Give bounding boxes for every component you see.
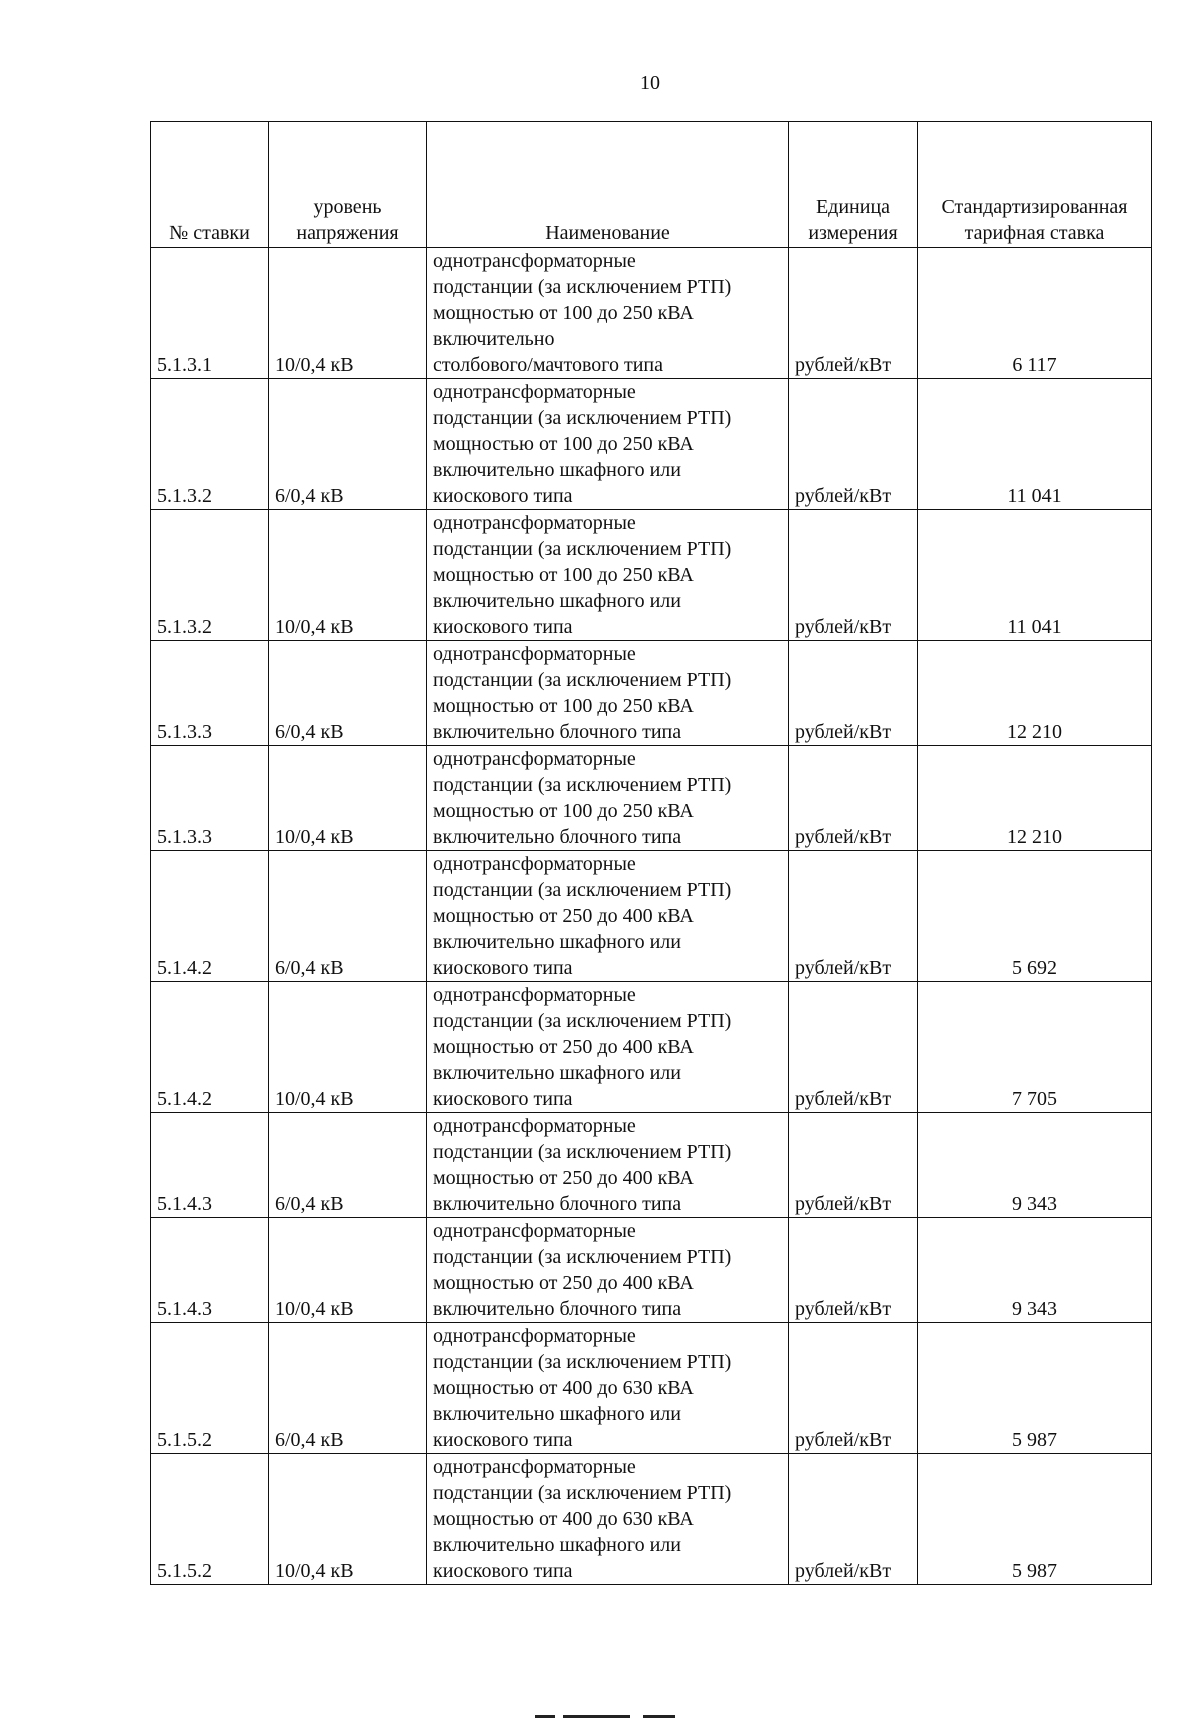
name-cell	[427, 510, 789, 641]
name-line: подстанции (за исключением РТП)	[433, 774, 732, 796]
name-line: включительно блочного типа	[433, 1193, 682, 1215]
standard-rate-cell: 5 692	[918, 851, 1152, 982]
header-row	[151, 122, 1152, 248]
unit-cell: рублей/кВт	[789, 248, 918, 379]
table-row	[151, 982, 1152, 1113]
voltage-level-cell: 6/0,4 кВ	[269, 1323, 427, 1454]
header-voltage-level	[269, 122, 427, 248]
name-cell	[427, 1113, 789, 1218]
table-row	[151, 1113, 1152, 1218]
name-line: мощностью от 100 до 250 кВА	[433, 302, 694, 324]
table-row	[151, 851, 1152, 982]
table-row	[151, 248, 1152, 379]
rate-number-cell: 5.1.3.2	[151, 510, 269, 641]
name-line: включительно блочного типа	[433, 1298, 682, 1320]
name-line: киоскового типа	[433, 1429, 573, 1451]
voltage-level-cell: 6/0,4 кВ	[269, 641, 427, 746]
unit-cell: рублей/кВт	[789, 510, 918, 641]
voltage-level-cell: 10/0,4 кВ	[269, 1454, 427, 1585]
name-line: включительно шкафного или	[433, 1062, 681, 1084]
name-line: киоскового типа	[433, 616, 573, 638]
table-row	[151, 746, 1152, 851]
name-line: киоскового типа	[433, 485, 573, 507]
voltage-level-cell: 10/0,4 кВ	[269, 248, 427, 379]
voltage-level-cell: 10/0,4 кВ	[269, 510, 427, 641]
rate-number-cell: 5.1.4.2	[151, 982, 269, 1113]
table-row	[151, 379, 1152, 510]
name-line: включительно шкафного или	[433, 590, 681, 612]
name-cell	[427, 851, 789, 982]
name-line: подстанции (за исключением РТП)	[433, 1010, 732, 1032]
name-cell	[427, 1218, 789, 1323]
name-line: подстанции (за исключением РТП)	[433, 276, 732, 298]
name-cell	[427, 1454, 789, 1585]
name-line: подстанции (за исключением РТП)	[433, 1141, 732, 1163]
rate-number-cell: 5.1.5.2	[151, 1323, 269, 1454]
name-line: включительно блочного типа	[433, 721, 682, 743]
name-line: однотрансформаторные	[433, 1220, 636, 1242]
header-name	[427, 122, 789, 248]
name-line: включительно шкафного или	[433, 931, 681, 953]
table-row	[151, 510, 1152, 641]
name-line: однотрансформаторные	[433, 984, 636, 1006]
table-row	[151, 1218, 1152, 1323]
name-line: однотрансформаторные	[433, 1456, 636, 1478]
voltage-level-cell: 6/0,4 кВ	[269, 1113, 427, 1218]
unit-cell: рублей/кВт	[789, 379, 918, 510]
name-line: однотрансформаторные	[433, 853, 636, 875]
name-line: киоскового типа	[433, 957, 573, 979]
name-line: мощностью от 100 до 250 кВА	[433, 433, 694, 455]
voltage-level-cell: 10/0,4 кВ	[269, 1218, 427, 1323]
rate-number-cell: 5.1.4.3	[151, 1218, 269, 1323]
name-line: киоскового типа	[433, 1560, 573, 1582]
name-line: включительно шкафного или	[433, 1403, 681, 1425]
name-cell	[427, 1323, 789, 1454]
name-line: однотрансформаторные	[433, 250, 636, 272]
name-line: включительно блочного типа	[433, 826, 682, 848]
unit-cell: рублей/кВт	[789, 746, 918, 851]
rate-number-cell: 5.1.5.2	[151, 1454, 269, 1585]
unit-cell: рублей/кВт	[789, 1113, 918, 1218]
unit-cell: рублей/кВт	[789, 982, 918, 1113]
name-line: киоскового типа	[433, 1088, 573, 1110]
unit-cell: рублей/кВт	[789, 851, 918, 982]
name-line: подстанции (за исключением РТП)	[433, 1246, 732, 1268]
name-cell	[427, 641, 789, 746]
header-rate-number-label: № ставки	[169, 222, 250, 244]
unit-cell: рублей/кВт	[789, 1323, 918, 1454]
table-row	[151, 641, 1152, 746]
rate-number-cell: 5.1.3.2	[151, 379, 269, 510]
standard-rate-cell: 5 987	[918, 1323, 1152, 1454]
name-line: мощностью от 250 до 400 кВА	[433, 905, 694, 927]
header-rate-line1: Стандартизированная	[941, 196, 1128, 218]
standard-rate-cell: 7 705	[918, 982, 1152, 1113]
name-line: мощностью от 100 до 250 кВА	[433, 695, 694, 717]
standard-rate-cell: 12 210	[918, 641, 1152, 746]
name-line: однотрансформаторные	[433, 748, 636, 770]
table-row	[151, 1454, 1152, 1585]
standard-rate-cell: 5 987	[918, 1454, 1152, 1585]
name-line: подстанции (за исключением РТП)	[433, 669, 732, 691]
standard-rate-cell: 6 117	[918, 248, 1152, 379]
standard-rate-cell: 11 041	[918, 379, 1152, 510]
name-cell	[427, 248, 789, 379]
unit-cell: рублей/кВт	[789, 641, 918, 746]
name-line: однотрансформаторные	[433, 381, 636, 403]
header-unit	[789, 122, 918, 248]
name-line: столбового/мачтового типа	[433, 354, 663, 376]
standard-rate-cell: 9 343	[918, 1113, 1152, 1218]
unit-cell: рублей/кВт	[789, 1218, 918, 1323]
name-line: подстанции (за исключением РТП)	[433, 1351, 732, 1373]
table-header	[151, 122, 1152, 248]
name-line: включительно шкафного или	[433, 1534, 681, 1556]
voltage-level-cell: 10/0,4 кВ	[269, 746, 427, 851]
name-line: мощностью от 100 до 250 кВА	[433, 800, 694, 822]
name-line: подстанции (за исключением РТП)	[433, 1482, 732, 1504]
header-standard-rate	[918, 122, 1152, 248]
name-line: мощностью от 100 до 250 кВА	[433, 564, 694, 586]
header-rate-number	[151, 122, 269, 248]
name-cell	[427, 379, 789, 510]
name-line: подстанции (за исключением РТП)	[433, 879, 732, 901]
rate-number-cell: 5.1.4.2	[151, 851, 269, 982]
name-cell	[427, 746, 789, 851]
standard-rate-cell: 12 210	[918, 746, 1152, 851]
header-rate-line2: тарифная ставка	[964, 222, 1105, 244]
name-line: однотрансформаторные	[433, 1115, 636, 1137]
name-line: мощностью от 250 до 400 кВА	[433, 1036, 694, 1058]
unit-cell: рублей/кВт	[789, 1454, 918, 1585]
bottom-scan-mark	[535, 1715, 675, 1718]
name-line: мощностью от 250 до 400 кВА	[433, 1167, 694, 1189]
page-number: 10	[640, 72, 660, 94]
standard-rate-cell: 11 041	[918, 510, 1152, 641]
name-line: однотрансформаторные	[433, 643, 636, 665]
name-line: подстанции (за исключением РТП)	[433, 407, 732, 429]
name-line: мощностью от 250 до 400 кВА	[433, 1272, 694, 1294]
name-line: однотрансформаторные	[433, 1325, 636, 1347]
header-name-label: Наименование	[545, 222, 670, 244]
rate-number-cell: 5.1.3.3	[151, 746, 269, 851]
rate-number-cell: 5.1.3.3	[151, 641, 269, 746]
name-line: включительно шкафного или	[433, 459, 681, 481]
name-line: мощностью от 400 до 630 кВА	[433, 1508, 694, 1530]
table-body	[151, 248, 1152, 1585]
rate-number-cell: 5.1.4.3	[151, 1113, 269, 1218]
voltage-level-cell: 6/0,4 кВ	[269, 851, 427, 982]
name-line: мощностью от 400 до 630 кВА	[433, 1377, 694, 1399]
table-row	[151, 1323, 1152, 1454]
voltage-level-cell: 10/0,4 кВ	[269, 982, 427, 1113]
voltage-level-cell: 6/0,4 кВ	[269, 379, 427, 510]
name-line: однотрансформаторные	[433, 512, 636, 534]
header-unit-line1: Единица	[815, 196, 891, 218]
header-unit-line2: измерения	[808, 222, 898, 244]
name-cell	[427, 982, 789, 1113]
name-line: подстанции (за исключением РТП)	[433, 538, 732, 560]
name-line: включительно	[433, 328, 555, 350]
header-voltage-line2: напряжения	[296, 222, 399, 244]
tariff-table	[150, 121, 1152, 1585]
standard-rate-cell: 9 343	[918, 1218, 1152, 1323]
header-voltage-line1: уровень	[313, 196, 382, 218]
rate-number-cell: 5.1.3.1	[151, 248, 269, 379]
